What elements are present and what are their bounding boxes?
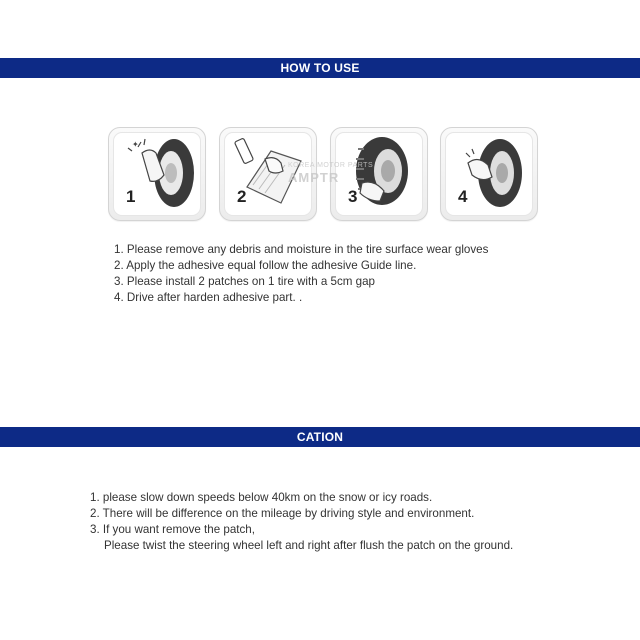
caution-item: Please twist the steering wheel left and right after flush the patch on the ground. (104, 539, 514, 552)
caution-title: CATION (296, 430, 344, 444)
instruction-item: 3. Please install 2 patches on 1 tire with a 5cm gap (114, 275, 376, 288)
instruction-item: 1. Please remove any debris and moisture in the tire surface wear gloves (114, 243, 489, 256)
caution-item: 2. There will be difference on the mileage by driving style and environment. (90, 507, 475, 520)
how-to-use-title: HOW TO USE (280, 61, 360, 75)
step-card-3 (330, 127, 428, 221)
caution-item: 3. If you want remove the patch, (90, 523, 255, 536)
step-card-2 (219, 127, 317, 221)
caution-item: 1. please slow down speeds below 40km on the snow or icy roads. (90, 491, 433, 504)
step-number-1: 1 (126, 187, 136, 206)
watermark-line-2: AMPTR (288, 170, 340, 185)
step-card-1 (108, 127, 206, 221)
step-number-3: 3 (348, 187, 358, 206)
instruction-item: 2. Apply the adhesive equal follow the adhesive Guide line. (114, 259, 417, 272)
caution-list (90, 490, 513, 554)
svg-text:✦: ✦ (132, 140, 139, 149)
how-to-use-header (0, 58, 640, 78)
caution-header (0, 427, 640, 447)
step-number-4: 4 (458, 187, 468, 206)
instruction-list (114, 242, 488, 306)
watermark-line-1: KOREA MOTOR PARTS (288, 162, 374, 169)
instruction-item: 4. Drive after harden adhesive part. . (114, 291, 303, 304)
step-card-4 (440, 127, 538, 221)
step-number-2: 2 (237, 187, 247, 206)
